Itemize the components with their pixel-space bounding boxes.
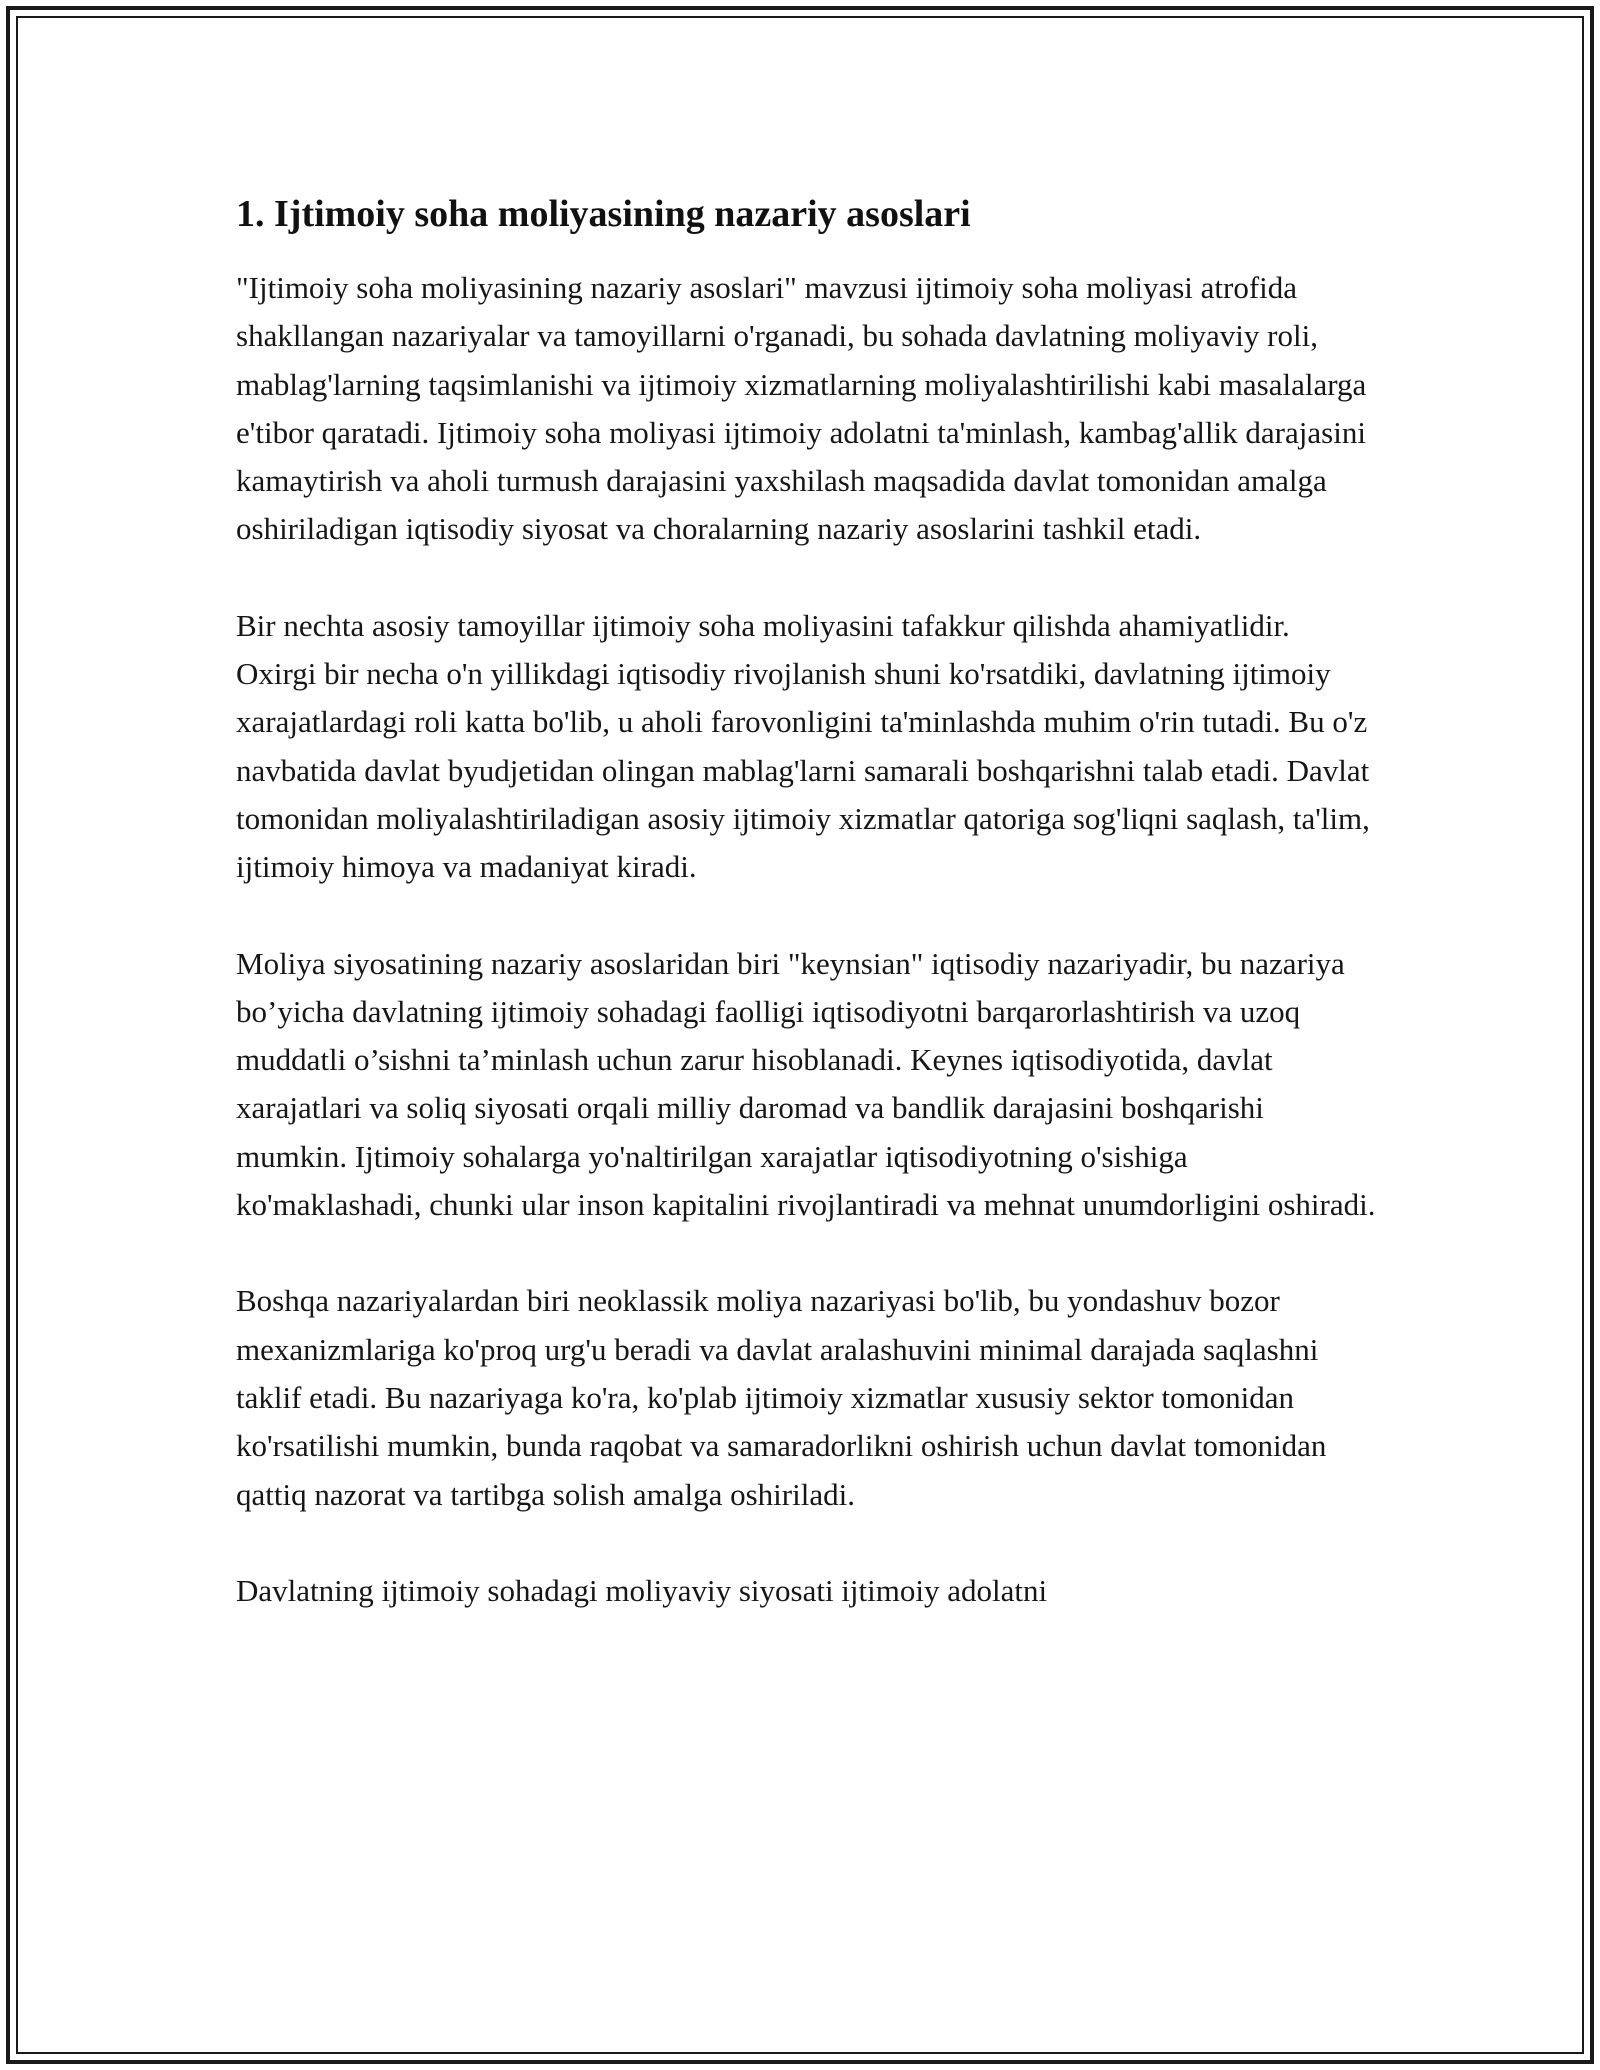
paragraph-2: Bir nechta asosiy tamoyillar ijtimoiy soha moliyasini tafakkur qilishda ahamiyatlidir. Oxirgi bir necha o'n yillikdagi iqtisodiy rivojlanish shuni ko'rsatdiki, davlatning ijtimoiy xarajatlardagi roli katta bo'lib, u aholi farovonligini ta'minlashda muhim o'rin tutadi. Bu o'z navbatida davlat byudjetidan olingan mablag'larni samarali boshqarishni talab etadi. Davlat tomonidan moliyalashtiriladigan asosiy ijtimoiy xizmatlar qatoriga sog'liqni saqlash, ta'lim, ijtimoiy himoya va madaniyat kiradi. (236, 607, 1370, 885)
paragraph-3: Moliya siyosatining nazariy asoslaridan biri "keynsian" iqtisodiy nazariyadir, bu nazariya bo’yicha davlatning ijtimoiy sohadagi faolligi iqtisodiyotni barqarorlashtirish va uzoq muddatli o’sishni ta’minlash uchun zarur hisoblanadi. Keynes iqtisodiyotida, davlat xarajatlari va soliq siyosati orqali milliy daromad va bandlik darajasini boshqarishi mumkin. Ijtimoiy sohalarga yo'naltirilgan xarajatlar iqtisodiyotning o'sishiga ko'maklashadi, chunki ular inson kapitalini rivojlantiradi va mehnat unumdorligini oshiradi. (236, 945, 1376, 1223)
paragraph-4: Boshqa nazariyalardan biri neoklassik moliya nazariyasi bo'lib, bu yondashuv bozor mexanizmlariga ko'proq urg'u beradi va davlat aralashuvini minimal darajada saqlashni taklif etadi. Bu nazariyaga ko'ra, ko'plab ijtimoiy xizmatlar xususiy sektor tomonidan ko'rsatilishi mumkin, bunda raqobat va samaradorlikni oshirish uchun davlat tomonidan qattiq nazorat va tartibga solish amalga oshiriladi. (236, 1283, 1327, 1512)
paragraph-5: Davlatning ijtimoiy sohadagi moliyaviy siyosati ijtimoiy adolatni (236, 1572, 1048, 1608)
paragraph-1: "Ijtimoiy soha moliyasining nazariy asoslari" mavzusi ijtimoiy soha moliyasi atrofida shakllangan nazariyalar va tamoyillarni o'rganadi, bu sohada davlatning moliyaviy roli, mablag'larning taqsimlanishi va ijtimoiy xizmatlarning moliyalashtirilishi kabi masalalarga e'tibor qaratadi. Ijtimoiy soha moliyasi ijtimoiy adolatni ta'minlash, kambag'allik darajasini kamaytirish va aholi turmush darajasini yaxshilash maqsadida davlat tomonidan amalga oshiriladigan iqtisodiy siyosat va choralarning nazariy asoslarini tashkil etadi. (236, 270, 1367, 547)
section-title: 1. Ijtimoiy soha moliyasining nazariy asoslari (236, 193, 971, 235)
document-body (236, 190, 1376, 1663)
